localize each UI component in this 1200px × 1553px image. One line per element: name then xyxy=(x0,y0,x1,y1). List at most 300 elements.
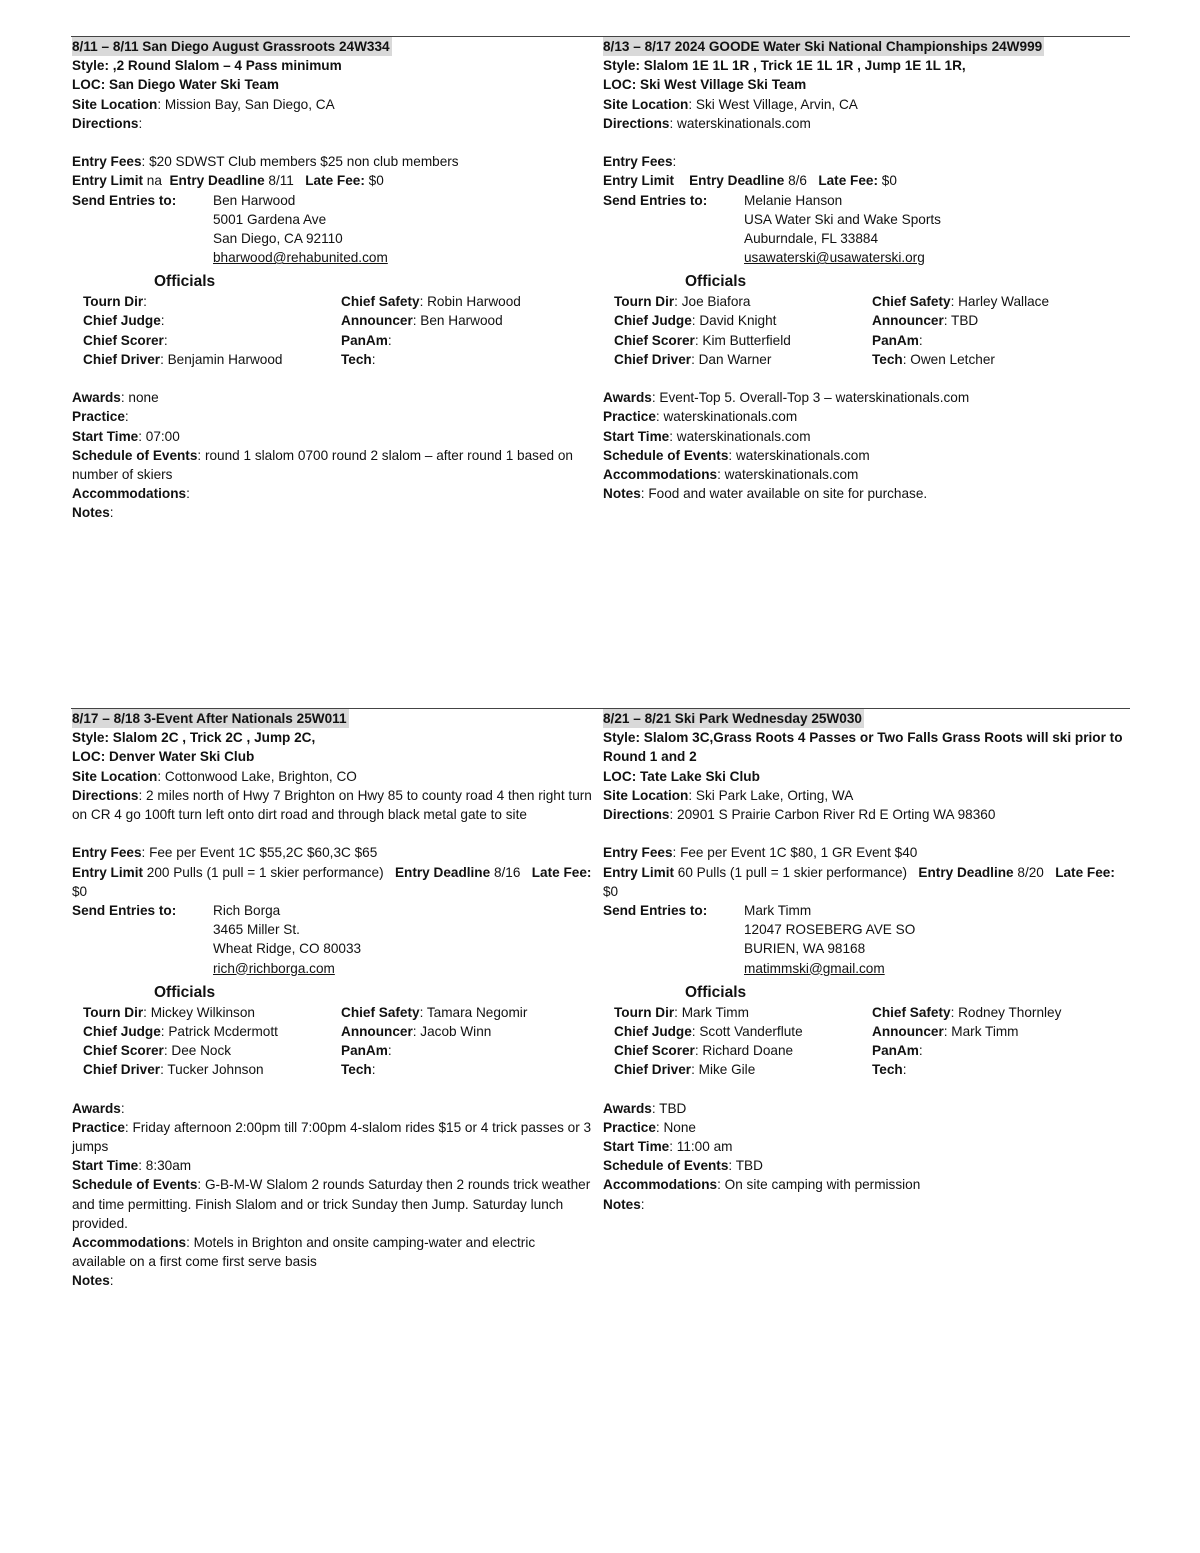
late-fee-label: Late Fee: xyxy=(305,173,365,189)
official-role: Chief Scorer xyxy=(83,1043,164,1059)
official-entry xyxy=(83,1041,341,1060)
official-name: : Tamara Negomir xyxy=(419,1004,528,1020)
official-entry xyxy=(83,350,341,369)
awards-value: : xyxy=(120,1100,125,1116)
official-entry xyxy=(872,292,1132,311)
site-location-value: : Mission Bay, San Diego, CA xyxy=(157,96,335,112)
event-title-row xyxy=(72,37,592,56)
entry-fees-label: Entry Fees xyxy=(72,845,142,861)
official-name: : Harley Wallace xyxy=(950,294,1050,310)
start-time xyxy=(603,427,1123,446)
loc-value: : Tate Lake Ski Club xyxy=(631,768,760,784)
event-title: 8/11 – 8/11 San Diego August Grassroots 24W334 xyxy=(72,37,392,56)
official-name: : Jacob Winn xyxy=(412,1023,492,1039)
notes-value: : xyxy=(109,1273,114,1289)
loc-value: : Ski West Village Ski Team xyxy=(631,77,807,93)
official-role: Tech xyxy=(341,1062,372,1078)
official-role: Chief Safety xyxy=(872,294,951,310)
spacer xyxy=(603,133,1123,152)
spacer xyxy=(603,824,1123,843)
practice-value: : Friday afternoon 2:00pm till 7:00pm 4-slalom rides $15 or 4 trick passes or 3 jumps xyxy=(72,1119,592,1155)
directions-label: Directions xyxy=(603,115,670,131)
schedule-of-events-value: : round 1 slalom 0700 round 2 slalom – after round 1 based on number of skiers xyxy=(72,447,573,483)
official-entry xyxy=(341,331,601,350)
official-entry xyxy=(341,1041,601,1060)
entry-deadline-label: Entry Deadline xyxy=(918,864,1014,880)
site-location-value: : Cottonwood Lake, Brighton, CO xyxy=(157,768,357,784)
awards-label: Awards xyxy=(72,1100,121,1116)
official-role: Chief Safety xyxy=(872,1004,951,1020)
officials-title: Officials xyxy=(685,273,747,291)
send-address-line: San Diego, CA 92110 xyxy=(213,230,343,246)
send-entries-row xyxy=(603,191,1123,210)
official-entry xyxy=(83,311,341,330)
entry-limit-line xyxy=(603,863,1123,901)
awards-label: Awards xyxy=(72,390,121,406)
start-time-value: : 07:00 xyxy=(138,428,180,444)
entry-limit-label: Entry Limit xyxy=(603,173,674,189)
loc-label: LOC xyxy=(603,77,632,93)
official-entry xyxy=(341,350,601,369)
official-name: : xyxy=(163,332,168,348)
send-address-line: 5001 Gardena Ave xyxy=(213,211,327,227)
official-name: : Robin Harwood xyxy=(419,294,521,310)
schedule-of-events xyxy=(72,1175,592,1233)
officials-grid xyxy=(72,292,592,369)
entry-limit-label: Entry Limit xyxy=(603,864,674,880)
late-fee-value: $0 xyxy=(72,864,596,899)
entry-deadline-label: Entry Deadline xyxy=(169,173,265,189)
official-entry xyxy=(83,1060,341,1079)
schedule-of-events-label: Schedule of Events xyxy=(603,1158,729,1174)
start-time-label: Start Time xyxy=(72,428,139,444)
accommodations xyxy=(72,484,592,503)
official-role: PanAm xyxy=(341,1043,388,1059)
notes-label: Notes xyxy=(603,1196,641,1212)
schedule-of-events xyxy=(603,1156,1123,1175)
accommodations xyxy=(603,1175,1123,1194)
official-entry xyxy=(872,1060,1132,1079)
site-location xyxy=(603,786,1123,805)
send-address-line: 12047 ROSEBERG AVE SO xyxy=(744,922,916,938)
official-entry xyxy=(614,1022,872,1041)
official-entry xyxy=(341,311,601,330)
practice-value: : xyxy=(124,409,129,425)
start-time xyxy=(603,1137,1123,1156)
official-entry xyxy=(83,292,341,311)
loc-value: : Denver Water Ski Club xyxy=(100,749,255,765)
schedule-of-events-value: : TBD xyxy=(728,1158,763,1174)
official-role: Tourn Dir xyxy=(614,1004,675,1020)
email-link[interactable]: bharwood@rehabunited.com xyxy=(213,250,388,266)
official-name: : TBD xyxy=(943,313,979,329)
practice xyxy=(72,407,592,426)
site-location-label: Site Location xyxy=(72,96,158,112)
officials-title: Officials xyxy=(154,983,216,1001)
entry-fees-value: : Fee per Event 1C $80, 1 GR Event $40 xyxy=(672,845,918,861)
late-fee-label: Late Fee: xyxy=(818,173,878,189)
event-style: Style: Slalom 2C , Trick 2C , Jump 2C, xyxy=(72,730,316,746)
official-entry xyxy=(872,1022,1132,1041)
loc-line xyxy=(72,747,592,766)
practice-label: Practice xyxy=(72,1119,125,1135)
directions-value: : 2 miles north of Hwy 7 Brighton on Hwy 85 to county road 4 then right turn on CR 4 go 100ft turn left onto dirt road and through black metal gate to site xyxy=(72,787,592,822)
official-entry xyxy=(614,1060,872,1079)
loc-label: LOC xyxy=(603,768,632,784)
entry-fees-label: Entry Fees xyxy=(72,154,142,170)
send-entries-row xyxy=(72,901,592,920)
entry-deadline-value: 8/11 xyxy=(264,173,306,189)
official-role: PanAm xyxy=(872,332,919,348)
official-name: : Ben Harwood xyxy=(412,313,503,329)
notes-value: : xyxy=(109,505,114,521)
official-role: Chief Scorer xyxy=(83,332,164,348)
site-location xyxy=(72,767,592,786)
official-role: Chief Driver xyxy=(83,1062,161,1078)
official-name: : xyxy=(143,294,147,310)
entry-deadline-value: 8/16 xyxy=(490,864,532,880)
entry-fees xyxy=(72,152,592,171)
practice xyxy=(603,1118,1123,1137)
official-entry xyxy=(614,292,872,311)
send-email-row xyxy=(603,959,1123,978)
entry-fees xyxy=(603,152,1123,171)
send-entries-row xyxy=(603,901,1123,920)
loc-line xyxy=(603,767,1123,786)
loc-line xyxy=(72,75,592,94)
accommodations xyxy=(72,1233,592,1271)
official-entry xyxy=(614,331,872,350)
official-role: PanAm xyxy=(341,332,388,348)
officials-grid xyxy=(72,1003,592,1080)
entry-limit-label: Entry Limit xyxy=(72,173,143,189)
official-role: Announcer xyxy=(341,313,413,329)
send-address-line: Auburndale, FL 33884 xyxy=(744,230,879,246)
entry-deadline-label: Entry Deadline xyxy=(394,864,491,880)
official-name: : Mike Gile xyxy=(691,1062,756,1078)
accommodations-value: : On site camping with permission xyxy=(717,1177,921,1193)
official-name: : Tucker Johnson xyxy=(160,1062,264,1078)
officials-title: Officials xyxy=(154,273,216,291)
directions xyxy=(603,114,1123,133)
notes-label: Notes xyxy=(603,486,641,502)
official-name: : xyxy=(387,332,392,348)
notes xyxy=(603,484,1123,503)
spacer xyxy=(603,369,1123,388)
entry-limit-line xyxy=(72,171,592,190)
official-entry xyxy=(341,292,601,311)
official-role: Announcer xyxy=(341,1023,413,1039)
entry-limit-line xyxy=(72,863,596,901)
accommodations-label: Accommodations xyxy=(72,486,187,502)
accommodations-label: Accommodations xyxy=(72,1235,187,1251)
official-role: Chief Driver xyxy=(83,351,161,367)
site-location-label: Site Location xyxy=(72,768,158,784)
event-title-row xyxy=(603,709,1123,728)
official-name: : xyxy=(387,1043,392,1059)
official-entry xyxy=(872,1003,1132,1022)
loc-label: LOC xyxy=(72,77,101,93)
event-block xyxy=(603,37,1123,503)
entry-fees-value: : xyxy=(672,154,677,170)
event-title-row xyxy=(72,709,592,728)
spacer xyxy=(72,1079,592,1098)
spacer xyxy=(72,133,592,152)
notes-value: : xyxy=(640,1196,645,1212)
entry-deadline-value: 8/20 xyxy=(1013,864,1056,880)
send-email-row xyxy=(72,959,592,978)
official-role: Chief Judge xyxy=(614,1023,692,1039)
start-time-label: Start Time xyxy=(603,428,670,444)
loc-value: : San Diego Water Ski Team xyxy=(100,77,279,93)
official-name: : Dan Warner xyxy=(691,351,772,367)
awards-value: : TBD xyxy=(651,1100,687,1116)
practice-value: : None xyxy=(655,1119,696,1135)
official-role: Chief Driver xyxy=(614,351,692,367)
entry-limit-value: na xyxy=(143,173,170,189)
late-fee-value: $0 xyxy=(603,864,1119,899)
send-entries-name: Rich Borga xyxy=(213,902,281,918)
start-time-value: : waterskinationals.com xyxy=(669,428,811,444)
official-entry xyxy=(614,311,872,330)
schedule-of-events-label: Schedule of Events xyxy=(72,447,198,463)
accommodations-label: Accommodations xyxy=(603,1177,718,1193)
event-title: 8/13 – 8/17 2024 GOODE Water Ski National Championships 24W999 xyxy=(603,37,1044,56)
entry-fees-label: Entry Fees xyxy=(603,845,673,861)
start-time-label: Start Time xyxy=(72,1158,139,1174)
official-name: : David Knight xyxy=(691,313,777,329)
official-role: Chief Scorer xyxy=(614,1043,695,1059)
site-location xyxy=(72,95,592,114)
official-role: Tourn Dir xyxy=(83,294,144,310)
official-role: Chief Driver xyxy=(614,1062,692,1078)
notes xyxy=(72,503,592,522)
site-location xyxy=(603,95,1123,114)
email-link[interactable]: rich@richborga.com xyxy=(213,960,335,976)
notes-value: : Food and water available on site for purchase. xyxy=(640,486,928,502)
official-role: Announcer xyxy=(872,313,944,329)
email-link[interactable]: matimmski@gmail.com xyxy=(744,960,885,976)
official-entry xyxy=(83,1022,341,1041)
official-role: Chief Judge xyxy=(614,313,692,329)
official-name: : Mark Timm xyxy=(674,1004,749,1020)
official-role: Tourn Dir xyxy=(83,1004,144,1020)
notes-label: Notes xyxy=(72,1273,110,1289)
official-role: Tech xyxy=(341,351,372,367)
entry-limit-value xyxy=(674,173,689,188)
awards-value: : Event-Top 5. Overall-Top 3 – waterskinationals.com xyxy=(651,390,970,406)
official-name: : Benjamin Harwood xyxy=(160,351,283,367)
awards xyxy=(603,1099,1123,1118)
directions-value: : xyxy=(138,115,143,131)
official-entry xyxy=(341,1060,601,1079)
official-entry xyxy=(614,1041,872,1060)
entry-fees-value: : Fee per Event 1C $55,2C $60,3C $65 xyxy=(141,845,378,861)
site-location-value: : Ski Park Lake, Orting, WA xyxy=(688,787,854,803)
spacer xyxy=(603,1079,1123,1098)
entry-deadline-value: 8/6 xyxy=(784,173,819,189)
entry-limit-line xyxy=(603,171,1123,190)
schedule-of-events-value: : G-B-M-W Slalom 2 rounds Saturday then 2 rounds trick weather and time permitting. Finish Slalom and or trick Sunday then Jump. Saturday lunch provided. xyxy=(72,1177,591,1231)
loc-label: LOC xyxy=(72,749,101,765)
start-time xyxy=(72,427,592,446)
site-location-label: Site Location xyxy=(603,96,689,112)
awards-label: Awards xyxy=(603,1100,652,1116)
late-fee-value: $0 xyxy=(878,173,897,189)
official-name: : Owen Letcher xyxy=(902,351,995,367)
officials-grid xyxy=(603,292,1123,369)
official-role: Tech xyxy=(872,351,903,367)
site-location-label: Site Location xyxy=(603,787,689,803)
officials-grid xyxy=(603,1003,1123,1080)
accommodations xyxy=(603,465,1123,484)
official-name: : xyxy=(160,313,165,329)
directions-value: : 20901 S Prairie Carbon River Rd E Orting WA 98360 xyxy=(669,806,996,822)
directions xyxy=(72,114,592,133)
send-email-row xyxy=(72,248,592,267)
practice xyxy=(603,407,1123,426)
event-style: Style: Slalom 1E 1L 1R , Trick 1E 1L 1R , Jump 1E 1L 1R, xyxy=(603,58,966,74)
official-role: Chief Judge xyxy=(83,1023,161,1039)
official-name: : Rodney Thornley xyxy=(950,1004,1062,1020)
send-entries-name: Mark Timm xyxy=(744,902,812,918)
directions-value: : waterskinationals.com xyxy=(669,115,811,131)
loc-line xyxy=(603,75,1123,94)
start-time xyxy=(72,1156,592,1175)
schedule-of-events xyxy=(603,446,1123,465)
official-role: Chief Safety xyxy=(341,294,420,310)
schedule-of-events xyxy=(72,446,592,484)
directions-label: Directions xyxy=(72,115,139,131)
directions xyxy=(72,786,592,824)
official-entry xyxy=(872,311,1132,330)
directions-label: Directions xyxy=(603,806,670,822)
send-entries-label: Send Entries to: xyxy=(72,902,177,918)
event-title-row xyxy=(603,37,1123,56)
directions-label: Directions xyxy=(72,787,139,803)
officials-title: Officials xyxy=(685,983,747,1001)
official-entry xyxy=(872,331,1132,350)
start-time-value: : 8:30am xyxy=(138,1158,192,1174)
event-block xyxy=(603,709,1123,1214)
official-role: Chief Judge xyxy=(83,313,161,329)
awards xyxy=(72,1099,592,1118)
event-title: 8/21 – 8/21 Ski Park Wednesday 25W030 xyxy=(603,709,864,728)
official-name: : Joe Biafora xyxy=(674,294,751,310)
send-entries-name: Melanie Hanson xyxy=(744,192,843,208)
send-entries-label: Send Entries to: xyxy=(603,192,708,208)
send-address-line: USA Water Ski and Wake Sports xyxy=(744,211,941,227)
notes xyxy=(72,1271,592,1290)
official-entry xyxy=(341,1003,601,1022)
notes xyxy=(603,1195,1123,1214)
official-role: Tech xyxy=(872,1062,903,1078)
official-entry xyxy=(341,1022,601,1041)
event-style: Style: ,2 Round Slalom – 4 Pass minimum xyxy=(72,58,342,74)
event-title: 8/17 – 8/18 3-Event After Nationals 25W011 xyxy=(72,709,349,728)
entry-limit-label: Entry Limit xyxy=(72,864,143,880)
official-entry xyxy=(614,1003,872,1022)
official-role: Chief Safety xyxy=(341,1004,420,1020)
schedule-of-events-label: Schedule of Events xyxy=(603,447,729,463)
event-block xyxy=(72,709,596,1291)
official-name: : Mickey Wilkinson xyxy=(143,1004,255,1020)
awards xyxy=(72,388,592,407)
spacer xyxy=(72,824,592,843)
official-name: : Kim Butterfield xyxy=(694,332,791,348)
send-entries-label: Send Entries to: xyxy=(72,192,177,208)
official-role: PanAm xyxy=(872,1043,919,1059)
accommodations-value: : waterskinationals.com xyxy=(717,467,859,483)
official-name: : Patrick Mcdermott xyxy=(160,1023,278,1039)
send-entries-row xyxy=(72,191,592,210)
official-name: : xyxy=(918,332,923,348)
directions xyxy=(603,805,1123,824)
schedule-of-events-label: Schedule of Events xyxy=(72,1177,198,1193)
awards xyxy=(603,388,1123,407)
official-name: : xyxy=(371,1062,376,1078)
official-entry xyxy=(614,350,872,369)
event-style: Style: Slalom 3C,Grass Roots 4 Passes or Two Falls Grass Roots will ski prior to Round 1 and 2 xyxy=(603,730,1123,765)
entry-fees-label: Entry Fees xyxy=(603,154,673,170)
practice-label: Practice xyxy=(603,409,656,425)
practice xyxy=(72,1118,592,1156)
accommodations-label: Accommodations xyxy=(603,467,718,483)
official-entry xyxy=(872,350,1132,369)
entry-limit-value: 60 Pulls (1 pull = 1 skier performance) xyxy=(674,864,919,880)
official-entry xyxy=(83,1003,341,1022)
site-location-value: : Ski West Village, Arvin, CA xyxy=(688,96,858,112)
notes-label: Notes xyxy=(72,505,110,521)
official-entry xyxy=(83,331,341,350)
awards-label: Awards xyxy=(603,390,652,406)
practice-label: Practice xyxy=(72,409,125,425)
schedule-of-events-value: : waterskinationals.com xyxy=(728,447,870,463)
awards-value: : none xyxy=(120,390,159,406)
email-link[interactable]: usawaterski@usawaterski.org xyxy=(744,250,925,266)
official-role: Tourn Dir xyxy=(614,294,675,310)
official-name: : Scott Vanderflute xyxy=(691,1023,803,1039)
send-entries-label: Send Entries to: xyxy=(603,902,708,918)
official-name: : xyxy=(902,1062,907,1078)
official-role: Chief Scorer xyxy=(614,332,695,348)
official-role: Announcer xyxy=(872,1023,944,1039)
late-fee-value: $0 xyxy=(364,173,384,189)
official-name: : Richard Doane xyxy=(694,1043,794,1059)
start-time-value: : 11:00 am xyxy=(669,1139,733,1155)
entry-fees xyxy=(72,843,592,862)
practice-value: : waterskinationals.com xyxy=(655,409,798,425)
event-block xyxy=(72,37,592,523)
start-time-label: Start Time xyxy=(603,1139,670,1155)
send-address-line: Wheat Ridge, CO 80033 xyxy=(213,941,362,957)
entry-fees xyxy=(603,843,1123,862)
entry-deadline-label: Entry Deadline xyxy=(689,173,785,189)
official-entry xyxy=(872,1041,1132,1060)
entry-limit-value: 200 Pulls (1 pull = 1 skier performance) xyxy=(143,864,395,880)
send-email-row xyxy=(603,248,1123,267)
accommodations-value: : Motels in Brighton and onsite camping-water and electric available on a first come first serve basis xyxy=(72,1235,536,1270)
official-name: : Mark Timm xyxy=(943,1023,1019,1039)
accommodations-value: : xyxy=(186,486,190,502)
late-fee-label: Late Fee: xyxy=(1055,864,1115,880)
send-address-line: 3465 Miller St. xyxy=(213,922,300,938)
send-entries-name: Ben Harwood xyxy=(213,192,296,208)
official-name: : xyxy=(918,1043,923,1059)
send-address-line: BURIEN, WA 98168 xyxy=(744,941,866,957)
official-name: : xyxy=(371,351,376,367)
entry-fees-value: : $20 SDWST Club members $25 non club members xyxy=(141,154,459,170)
